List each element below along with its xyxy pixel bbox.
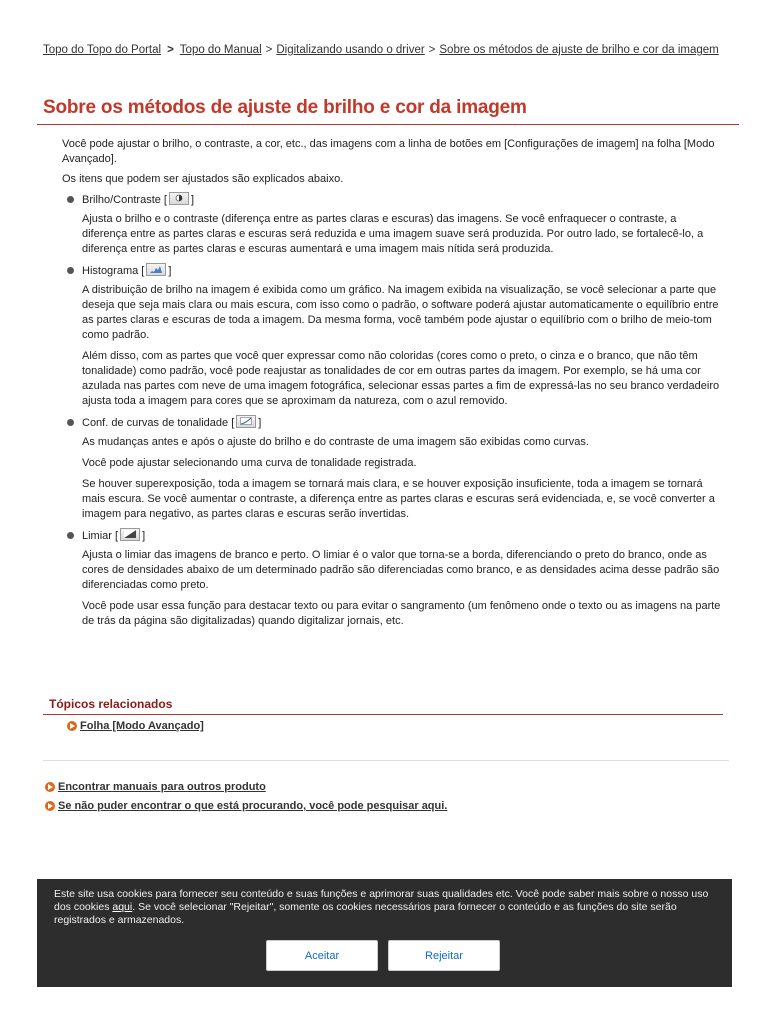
related-link-advanced-mode[interactable]: Folha [Modo Avançado] — [80, 720, 204, 732]
bullet-icon — [67, 196, 74, 203]
footer-link-row — [45, 797, 447, 816]
feature-threshold — [62, 528, 722, 629]
feature-title: Limiar [ ] — [62, 528, 722, 544]
breadcrumb-link-current[interactable]: Sobre os métodos de ajuste de brilho e cor da imagem — [439, 44, 719, 56]
breadcrumb-separator: > — [428, 44, 436, 56]
histogram-icon — [146, 263, 166, 276]
feature-paragraph: Você pode usar essa função para destacar texto ou para evitar o sangramento (um fenômeno onde o texto ou as imagens na parte de trás da página são digitalizadas) quando digitalizar jornais, etc. — [82, 600, 721, 627]
related-topics-heading: Tópicos relacionados — [43, 697, 723, 715]
divider — [43, 760, 729, 761]
breadcrumb-link-portal[interactable]: Topo do Topo do Portal — [43, 44, 162, 56]
feature-paragraph: As mudanças antes e após o ajuste do brilho e do contraste de uma imagem são exibidas como curvas. — [82, 436, 589, 448]
arrow-right-icon — [45, 801, 55, 811]
feature-title: Conf. de curvas de tonalidade [ ] — [62, 415, 722, 431]
feature-brightness-contrast — [62, 192, 722, 257]
arrow-right-icon — [45, 782, 55, 792]
intro-paragraph: Você pode ajustar o brilho, o contraste, a cor, etc., das imagens com a linha de botões em [Configurações de imagem] na folha [Modo Avançado]. — [62, 138, 715, 165]
feature-paragraph: Ajusta o limiar das imagens de branco e perto. O limiar é o valor que torna-se a borda, diferenciando o preto do branco, onde as cores de densidades abaixo de um determinado padrão são diferenciadas como branco, e as densidades acima desse padrão são diferenciadas como preto. — [82, 549, 720, 591]
intro-paragraph: Os itens que podem ser ajustados são explicados abaixo. — [62, 173, 344, 185]
breadcrumb-separator: > — [167, 44, 174, 56]
main-content — [62, 137, 722, 635]
cookie-text-part: . Se você selecionar "Rejeitar", somente os cookies necessários para fornecer o conteúdo e as funções do site serão registrados e armazenados. — [54, 901, 677, 926]
related-link-row — [43, 715, 723, 732]
feature-paragraph: A distribuição de brilho na imagem é exibida como um gráfico. Na imagem exibida na visualização, se você selecionar a parte que deseja que seja mais clara ou mais escura, com isso como o padrão, o software poderá ajustar automaticamente o equilíbrio entre as partes claras e escuras de toda a imagem. Da mesma forma, você também pode ajustar o equilíbrio com o brilho de meio-tom como padrão. — [82, 284, 719, 341]
feature-title-label: Brilho/Contraste — [82, 194, 161, 206]
find-manuals-link[interactable]: Encontrar manuais para outros produto — [58, 781, 266, 793]
page-title: Sobre os métodos de ajuste de brilho e cor da imagem — [37, 97, 739, 125]
feature-paragraph: Se houver superexposição, toda a imagem se tornará mais clara, e se houver exposição insuficiente, toda a imagem se tornará mais escura. Se você aumentar o contraste, a diferença entre as partes claras e escuras será evidenciada, e, se você converter a imagem para negativo, as partes claras e escuras serão invertidas. — [82, 478, 715, 520]
footer-links — [45, 778, 447, 816]
arrow-right-icon — [67, 721, 77, 731]
footer-link-row — [45, 778, 447, 797]
feature-paragraph: Ajusta o brilho e o contraste (diferença entre as partes claras e escuras) das imagens. Se você enfraquecer o contraste, a diferença entre as partes claras e escuras será reduzida e uma imagem suave será produzida. Por outro lado, se fortalecê-lo, a diferença entre as partes claras e escuras aumentará e uma imagem mais nítida será produzida. — [82, 213, 704, 255]
related-topics — [43, 697, 723, 732]
feature-title-label: Limiar — [82, 530, 112, 542]
threshold-icon — [120, 528, 140, 541]
feature-paragraph: Além disso, com as partes que você quer expressar como não coloridas (cores como o preto, o cinza e o branco, que não têm tonalidade) como padrão, você pode reajustar as tonalidades de cor em outras partes da imagem. Por exemplo, se há uma cor azulada nas partes com neve de uma imagem fotográfica, selecionar essas partes a fim de expressá-las no seu branco verdadeiro ajusta toda a imagem para cores que se aproximam da natureza, com o azul removido. — [82, 350, 720, 407]
cookie-message — [54, 888, 719, 927]
reject-cookies-button[interactable]: Rejeitar — [388, 940, 500, 971]
feature-tone-curve — [62, 415, 722, 522]
feature-paragraph: Você pode ajustar selecionando uma curva de tonalidade registrada. — [82, 457, 417, 469]
tone-curve-icon — [236, 415, 256, 428]
cookie-info-link[interactable]: aqui — [112, 901, 133, 913]
cookie-text-part: Este site usa cookies para fornecer seu conteúdo e suas funções e aprimorar suas qualidades etc. Você pode saber mais sobre o nosso uso dos cookies — [54, 888, 709, 913]
brightness-contrast-icon — [169, 192, 189, 205]
breadcrumb-link-manual[interactable]: Topo do Manual — [179, 44, 262, 56]
feature-histogram — [62, 263, 722, 409]
bullet-icon — [67, 419, 74, 426]
breadcrumb-link-driver[interactable]: Digitalizando usando o driver — [276, 44, 425, 56]
feature-title-label: Conf. de curvas de tonalidade — [82, 417, 229, 429]
breadcrumb-separator: > — [265, 44, 273, 56]
bullet-icon — [67, 267, 74, 274]
search-link[interactable]: Se não puder encontrar o que está procurando, você pode pesquisar aqui. — [58, 800, 448, 812]
feature-title: Brilho/Contraste [ ] — [62, 192, 722, 208]
bullet-icon — [67, 532, 74, 539]
cookie-banner — [37, 879, 732, 987]
accept-cookies-button[interactable]: Aceitar — [266, 940, 378, 971]
breadcrumb — [43, 38, 733, 62]
feature-title-label: Histograma — [82, 265, 139, 277]
feature-title: Histograma [ ] — [62, 263, 722, 279]
